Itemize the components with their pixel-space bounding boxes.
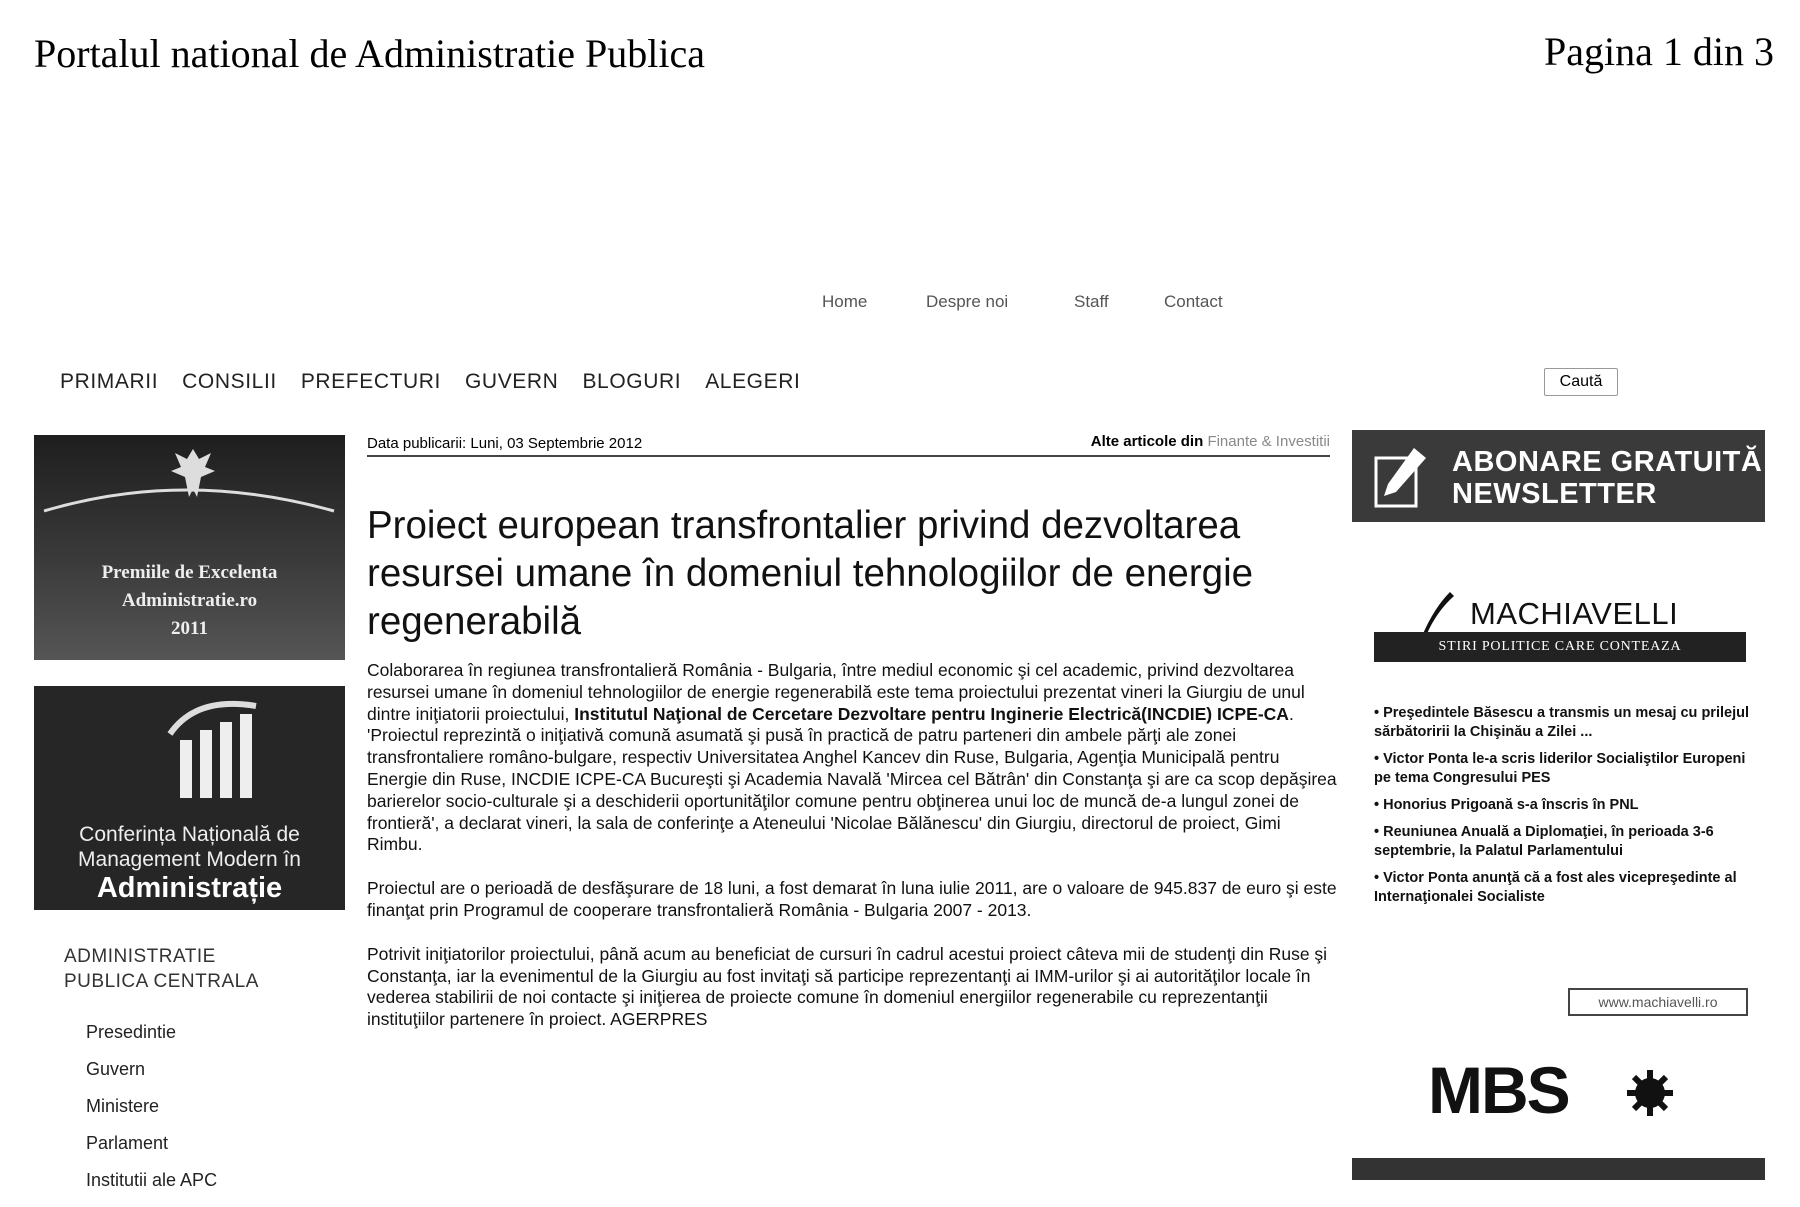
nav-despre-link[interactable]: Despre noi (926, 292, 1009, 311)
article-p1-text: Colaborarea în regiunea transfrontalieră România - Bulgaria, între mediul economic şi cel academic, privind dezvoltarea resursei umane în domeniul tehnologiilor de energie regenerabilă este tema proiectului prezentat vineri la Giurgiu de unul dintre iniţiatorii proiectului, (367, 660, 1305, 724)
news-item[interactable]: • Victor Ponta le-a scris liderilor Socialiştilor Europeni pe tema Congresului PES (1374, 751, 1746, 786)
sidebar-heading (64, 944, 259, 994)
sidebar-heading-line-2: PUBLICA CENTRALA (64, 971, 259, 992)
sidebar-item-ministere[interactable]: Ministere (86, 1096, 160, 1116)
article-p1-end: . (1288, 703, 1294, 724)
article-paragraph-3: Potrivit iniţiatorilor proiectului, până acum au beneficiat de cursuri în cadrul acestui proiect câteva mii de studenţi din Ruse şi Constanţa, iar la evenimentul de la Giurgiu au fost invitaţi să participe reprezentanţi ai IMM-urilor şi ai autorităţilor locale în vederea stabilirii de noi contacte şi iniţierea de proiecte comune în domeniul energiilor regenerabile cu reprezentanţii instituţiilor partenere în proiect. AGERPRES (367, 943, 1328, 1030)
mainnav-alegeri[interactable]: ALEGERI (705, 370, 801, 393)
print-header-title: Portalul national de Administratie Publica (34, 31, 705, 76)
sidebar-heading-line-1: ADMINISTRATIE (64, 946, 216, 967)
article-date: Data publicarii: Luni, 03 Septembrie 2012 (367, 435, 643, 452)
other-articles-category-link[interactable]: Finante & Investitii (1207, 433, 1330, 450)
top-navigation (0, 292, 1800, 316)
other-articles (1091, 433, 1330, 450)
article-title: Proiect european transfrontalier privind dezvoltarea resursei umane în domeniul tehnologiilor de energie regenerabilă (367, 504, 1254, 643)
machiavelli-tagline: STIRI POLITICE CARE CONTEAZA (1374, 632, 1746, 662)
print-page-number: Pagina 1 din 3 (1544, 29, 1774, 74)
article-body (367, 660, 1337, 1053)
machiavelli-site-link[interactable]: www.machiavelli.ro (1568, 988, 1748, 1016)
sidebar-item-institutii[interactable]: Institutii ale APC (86, 1170, 218, 1190)
columns-logo-icon (166, 700, 276, 800)
mainnav-prefecturi[interactable]: PREFECTURI (300, 370, 441, 393)
article-meta (367, 433, 1330, 457)
conf-line-2: Management Modern în (78, 848, 301, 871)
premii-line-3: 2011 (171, 618, 208, 639)
conferinta-banner[interactable] (34, 686, 345, 910)
sidebar-list (86, 1022, 217, 1207)
sidebar-item-parlament[interactable]: Parlament (86, 1133, 169, 1153)
sidebar-item-guvern[interactable]: Guvern (86, 1059, 146, 1079)
premii-line-1: Premiile de Excelenta (101, 562, 278, 583)
pen-paper-icon (1370, 444, 1430, 510)
search-button[interactable]: Caută (1544, 368, 1618, 396)
mainnav-consilii[interactable]: CONSILII (182, 370, 277, 393)
nav-contact-link[interactable]: Contact (1164, 292, 1223, 311)
bottom-ad-banner[interactable] (1352, 1158, 1765, 1180)
banner-swoosh-icon (34, 477, 345, 517)
mbs-logo[interactable]: MBS (1428, 1053, 1569, 1127)
mainnav-primarii[interactable]: PRIMARII (60, 370, 159, 393)
news-item[interactable]: • Honorius Prigoană s-a înscris în PNL (1374, 797, 1639, 813)
search-input[interactable] (1620, 368, 1744, 396)
conf-line-3: Administrație (96, 872, 283, 904)
mainnav-guvern[interactable]: GUVERN (465, 370, 559, 393)
article-p1-institute: Institutul Naţional de Cercetare Dezvoltare pentru Inginerie Electrică(INCDIE) ICPE-CA (574, 703, 1289, 724)
article-p1-quote: 'Proiectul reprezintă o iniţiativă comună asumată şi pusă în practică de patru parteneri din ambele părţi ale zonei transfrontaliere româno-bulgare, respectiv Universitatea Anghel Kancev din Ruse, Bulgaria, Agenţia Municipală pentru Energie din Ruse, INCDIE ICPE-CA Bucureşti şi Academia Navală 'Mircea cel Bătrân' din Constanţa şi are ca scop depăşirea barierelor socio-culturale şi a deschiderii oportunităţilor comune pentru obţinerea unui loc de muncă de-a lungul zonei de frontieră', a declarat vineri, la sala de conferinţe a Ateneului 'Nicolae Bălănescu' din Giurgiu, directorul de proiect, Gimi Rimbu. (367, 725, 1337, 855)
newsletter-line-2: NEWSLETTER (1452, 478, 1657, 510)
conf-line-1: Conferința Națională de (79, 823, 300, 846)
nav-staff-link[interactable]: Staff (1074, 292, 1109, 311)
article-paragraph-1 (367, 660, 1337, 856)
news-item[interactable]: • Preşedintele Băsescu a transmis un mesaj cu prilejul sărbătoririi la Chişinău a Zilei ... (1374, 705, 1749, 740)
premiile-excelenta-banner[interactable] (34, 435, 345, 660)
premii-line-2: Administratie.ro (121, 590, 258, 611)
sidebar-item-presedintie[interactable]: Presedintie (86, 1022, 177, 1042)
news-item[interactable]: • Reuniunea Anuală a Diplomaţiei, în perioada 3-6 septembrie, la Palatul Parlamentului (1374, 824, 1714, 859)
news-item[interactable]: • Victor Ponta anunţă că a fost ales vicepreşedinte al Internaţionalei Socialiste (1374, 870, 1737, 905)
machiavelli-name: MACHIAVELLI (1470, 596, 1679, 631)
nav-home-link[interactable]: Home (822, 292, 868, 311)
newsletter-line-1: ABONARE GRATUITĂ (1452, 446, 1763, 478)
article-paragraph-2: Proiectul are o perioadă de desfăşurare de 18 luni, a fost demarat în luna iulie 2011, are o valoare de 945.837 de euro şi este finanţat prin Programul de cooperare transfrontalieră România - Bulgaria 2007 - 2013. (367, 878, 1337, 920)
main-navigation (60, 370, 800, 394)
other-articles-label: Alte articole din (1090, 433, 1204, 450)
newsletter-banner[interactable] (1352, 430, 1765, 522)
machiavelli-news-list (1374, 704, 1754, 915)
mainnav-bloguri[interactable]: BLOGURI (582, 370, 682, 393)
mbs-gear-icon (1625, 1068, 1675, 1118)
